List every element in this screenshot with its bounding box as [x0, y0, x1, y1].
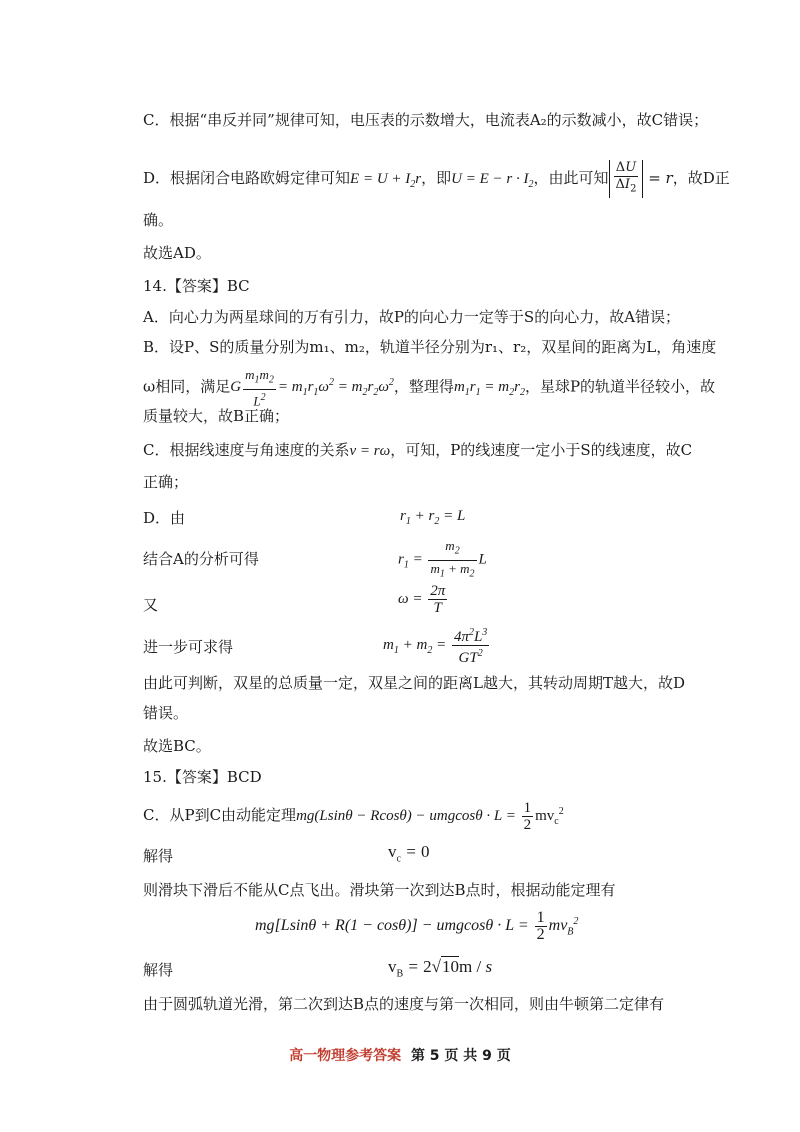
q15-jiede1: 解得 [143, 847, 174, 865]
line-c-wrong: C．根据“串反并同”规律可知，电压表的示数增大，电流表A₂的示数减小，故C错误； [143, 111, 709, 129]
eq-vc: $v_c = 0$ [388, 842, 430, 865]
footer-page: 第 5 页 共 9 页 [410, 1048, 511, 1064]
q14-a: A．向心力为两星球间的万有引力，故P的向心力一定等于S的向心力，故A错误； [143, 308, 681, 326]
eq-r-sum: $r_1 + r_2 = L$ [400, 508, 466, 527]
line-ans14: 故选BC。 [143, 737, 211, 755]
eq-energy-b: mg[Lsinθ + R(1 − cosθ)] − umgcosθ · L = $\frac{1}{2}$ $mv_B^2$ [255, 909, 579, 943]
q15-head: 15.【答案】BCD [143, 768, 262, 786]
abs-ratio: $\frac{\Delta U}{\Delta I_2}$ [609, 160, 644, 198]
line-d-cont: 确。 [143, 211, 174, 229]
line-ans13: 故选AD。 [143, 244, 211, 262]
q14-d-concl2: 错误。 [143, 704, 189, 722]
q14-d-jinyibu: 进一步可求得 [143, 638, 234, 656]
footer-title: 高一物理参考答案 [289, 1048, 402, 1064]
eq-r1: $r_1$ = $\frac{m_2}{m_1 + m_2}$ L [398, 538, 487, 580]
q14-c2: 正确； [143, 473, 189, 491]
q14-d-you: D．由 [143, 509, 186, 527]
q15-mid: 则滑块下滑后不能从C点飞出。滑块第一次到达B点时，根据动能定理有 [143, 881, 616, 899]
q14-d-concl1: 由此可判断，双星的总质量一定，双星之间的距离L越大，其转动周期T越大，故D [143, 674, 685, 692]
q14-b1: B．设P、S的质量分别为m₁、m₂，轨道半径分别为r₁、r₂，双星间的距离为L，角速度 [143, 338, 717, 356]
line-d: D．根据闭合电路欧姆定律可知$E = U + I_2r$，即$U = E - r \cdot I_2$，由此可知 $\frac{\Delta U}{\Delta I_2}$ = r，故D正 [143, 160, 730, 198]
eq-vb: $v_B = 2√10m / s$ [388, 957, 493, 980]
q14-c1: C．根据线速度与角速度的关系v = rω，可知，P的线速度一定小于S的线速度，故C [143, 441, 693, 459]
q15-jiede2: 解得 [143, 961, 174, 979]
page-footer [0, 1045, 800, 1065]
q14-b3: 质量较大，故B正确； [143, 407, 290, 425]
q14-head: 14.【答案】BC [143, 277, 250, 295]
eq-omega: ω = $\frac{2\pi}{T}$ [398, 583, 446, 616]
q14-b2: ω相同，满足G $\frac{m_1m_2}{L^2}$ = $m_1r_1\omega^2 = m_2r_2\omega^2$，整理得$m_1r_1 = m_2r_2$，星球P的轨道半径较小，故 [143, 367, 716, 408]
eq-mass-sum: $m_1 + m_2$ = $\frac{4\pi^2L^3}{GT^2}$ [383, 627, 488, 666]
q14-d-you2: 又 [143, 596, 159, 614]
q15-last: 由于圆弧轨道光滑，第二次到达B点的速度与第一次相同，则由牛顿第二定律有 [143, 995, 665, 1013]
q14-d-jiehe: 结合A的分析可得 [143, 550, 259, 568]
q15-c: C．从P到C由动能定理mg(Lsinθ − Rcosθ) − umgcosθ · L = $\frac{1}{2}$ $mv_c^2$ [143, 800, 564, 833]
